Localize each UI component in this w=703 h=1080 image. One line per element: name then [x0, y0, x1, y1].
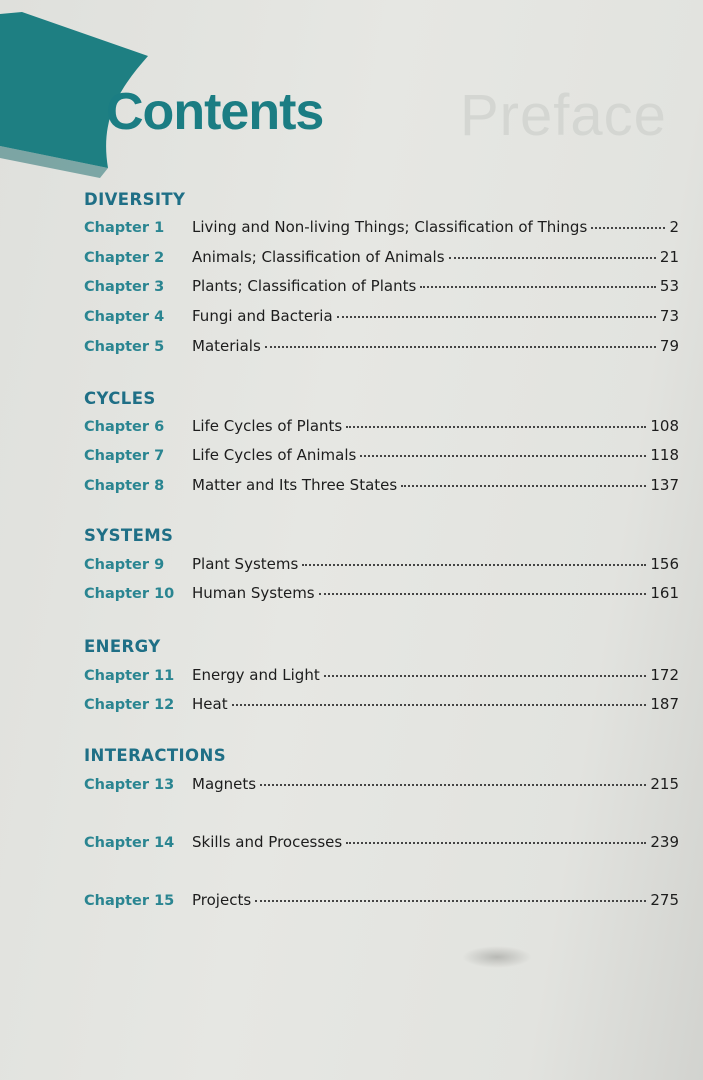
leader-dots [420, 286, 656, 288]
chapter-label: Chapter 10 [84, 586, 175, 602]
leader-dots [232, 704, 647, 706]
leader-dots [401, 485, 646, 487]
chapter-title: Life Cycles of Plants [192, 417, 343, 435]
chapter-title: Matter and Its Three States [192, 476, 398, 494]
chapter-title: Materials [192, 337, 261, 355]
page-number: 137 [650, 476, 679, 494]
chapter-label: Chapter 3 [84, 279, 165, 295]
chapter-title: Life Cycles of Animals [192, 446, 357, 464]
toc-entry[interactable] [84, 307, 679, 331]
chapter-label: Chapter 13 [84, 777, 175, 793]
page-number: 172 [650, 666, 679, 684]
toc-entry[interactable] [84, 337, 679, 361]
chapter-label: Chapter 7 [84, 448, 165, 464]
page-number: 239 [650, 833, 679, 851]
section-title-energy: ENERGY [84, 637, 161, 656]
paper-smudge [462, 946, 532, 968]
chapter-label: Chapter 2 [84, 250, 165, 266]
toc-entry[interactable] [84, 666, 679, 690]
leader-dots [360, 455, 646, 457]
leader-dots [255, 900, 646, 902]
toc-entry[interactable] [84, 218, 679, 242]
chapter-title: Human Systems [192, 584, 315, 602]
toc-entry[interactable] [84, 555, 679, 579]
toc-entry[interactable] [84, 833, 679, 857]
section-title-diversity: DIVERSITY [84, 190, 186, 209]
toc-entry[interactable] [84, 891, 679, 915]
toc-entry[interactable] [84, 277, 679, 301]
toc-entry[interactable] [84, 584, 679, 608]
chapter-label: Chapter 11 [84, 668, 175, 684]
leader-dots [319, 593, 647, 595]
leader-dots [337, 316, 656, 318]
show-through-heading: Preface [460, 83, 667, 148]
page-number: 73 [659, 307, 679, 325]
chapter-title: Skills and Processes [192, 833, 343, 851]
page-number: 275 [650, 891, 679, 909]
leader-dots [346, 842, 646, 844]
section-title-interactions: INTERACTIONS [84, 746, 226, 765]
page-number: 215 [650, 775, 679, 793]
chapter-title: Fungi and Bacteria [192, 307, 333, 325]
chapter-title: Magnets [192, 775, 257, 793]
leader-dots [302, 564, 646, 566]
chapter-title: Plant Systems [192, 555, 299, 573]
chapter-title: Projects [192, 891, 252, 909]
chapter-title: Animals; Classification of Animals [192, 248, 445, 266]
page-number: 187 [650, 695, 679, 713]
chapter-label: Chapter 5 [84, 339, 165, 355]
leader-dots [265, 346, 656, 348]
chapter-title: Plants; Classification of Plants [192, 277, 417, 295]
page-number: 156 [650, 555, 679, 573]
chapter-title: Heat [192, 695, 228, 713]
toc-entry[interactable] [84, 476, 679, 500]
toc-entry[interactable] [84, 775, 679, 799]
toc-entry[interactable] [84, 417, 679, 441]
chapter-label: Chapter 12 [84, 697, 175, 713]
page-number: 118 [650, 446, 679, 464]
page-number: 53 [659, 277, 679, 295]
page-number: 79 [659, 337, 679, 355]
page-title: Contents [106, 83, 324, 141]
chapter-label: Chapter 15 [84, 893, 175, 909]
toc-entry[interactable] [84, 446, 679, 470]
leader-dots [324, 675, 647, 677]
toc-entry[interactable] [84, 248, 679, 272]
chapter-label: Chapter 14 [84, 835, 175, 851]
section-title-systems: SYSTEMS [84, 526, 174, 545]
chapter-label: Chapter 4 [84, 309, 165, 325]
leader-dots [449, 257, 656, 259]
page-number: 108 [650, 417, 679, 435]
chapter-title: Living and Non-living Things; Classification of Things [192, 218, 588, 236]
leader-dots [591, 227, 665, 229]
leader-dots [260, 784, 646, 786]
leader-dots [346, 426, 646, 428]
toc-entry[interactable] [84, 695, 679, 719]
chapter-label: Chapter 8 [84, 478, 165, 494]
chapter-label: Chapter 6 [84, 419, 165, 435]
chapter-title: Energy and Light [192, 666, 320, 684]
section-title-cycles: CYCLES [84, 389, 156, 408]
page-number: 21 [659, 248, 679, 266]
chapter-label: Chapter 1 [84, 220, 165, 236]
page-number: 2 [669, 218, 679, 236]
chapter-label: Chapter 9 [84, 557, 165, 573]
page-number: 161 [650, 584, 679, 602]
